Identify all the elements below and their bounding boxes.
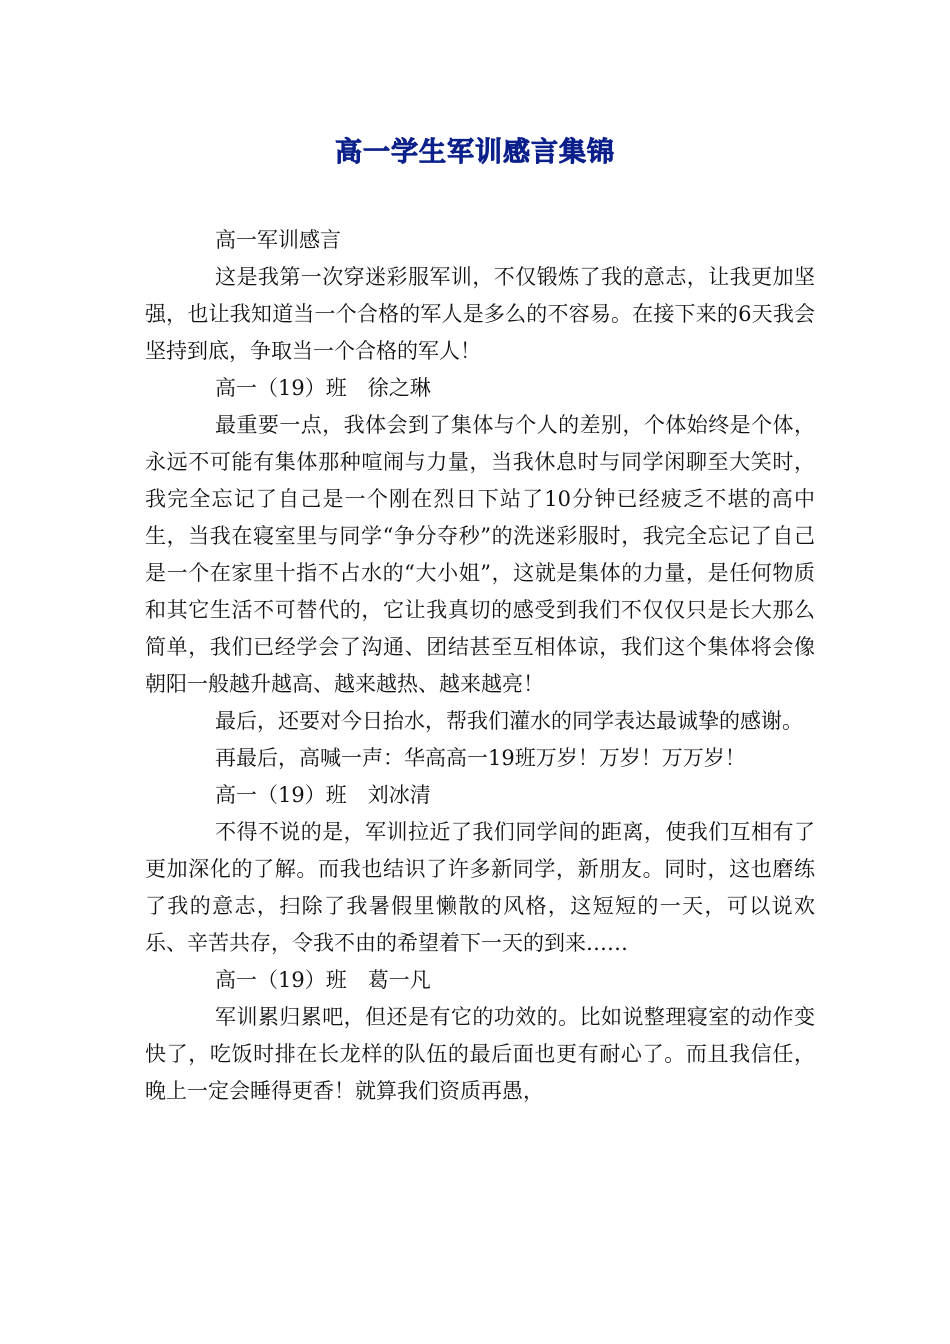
document-body: [145, 222, 815, 1110]
paragraph: 最重要一点，我体会到了集体与个人的差别，个体始终是个体，永远不可能有集体那种喧闹与力量，当我休息时与同学闲聊至大笑时，我完全忘记了自己是一个刚在烈日下站了10分钟已经疲乏不堪的高中生，当我在寝室里与同学“争分夺秒”的洗迷彩服时，我完全忘记了自己是一个在家里十指不占水的“大小姐”，这就是集体的力量，是任何物质和其它生活不可替代的，它让我真切的感受到我们不仅仅只是长大那么简单，我们已经学会了沟通、团结甚至互相体谅，我们这个集体将会像朝阳一般越升越高、越来越热、越来越亮！: [145, 413, 815, 696]
paragraph: 这是我第一次穿迷彩服军训，不仅锻炼了我的意志，让我更加坚强，也让我知道当一个合格的军人是多么的不容易。在接下来的6天我会坚持到底，争取当一个合格的军人！: [145, 265, 815, 363]
author-signature: 高一（19）班 徐之琳: [215, 376, 431, 400]
paragraph: 再最后，高喊一声：华高高一19班万岁！万岁！万万岁！: [215, 746, 746, 770]
paragraph: 不得不说的是，军训拉近了我们同学间的距离，使我们互相有了更加深化的了解。而我也结识了许多新同学，新朋友。同时，这也磨练了我的意志，扫除了我暑假里懒散的风格，这短短的一天，可以说欢乐、辛苦共存，令我不由的希望着下一天的到来……: [145, 820, 815, 955]
section-heading: 高一军训感言: [215, 228, 341, 252]
author-signature: 高一（19）班 葛一凡: [215, 968, 431, 992]
author-signature: 高一（19）班 刘冰清: [215, 783, 431, 807]
paragraph: 军训累归累吧，但还是有它的功效的。比如说整理寝室的动作变快了，吃饭时排在长龙样的队伍的最后面也更有耐心了。而且我信任，晚上一定会睡得更香！就算我们资质再愚，: [145, 1005, 815, 1103]
paragraph: 最后，还要对今日抬水，帮我们灌水的同学表达最诚挚的感谢。: [215, 709, 803, 733]
document-title: 高一学生军训感言集锦: [335, 137, 615, 168]
